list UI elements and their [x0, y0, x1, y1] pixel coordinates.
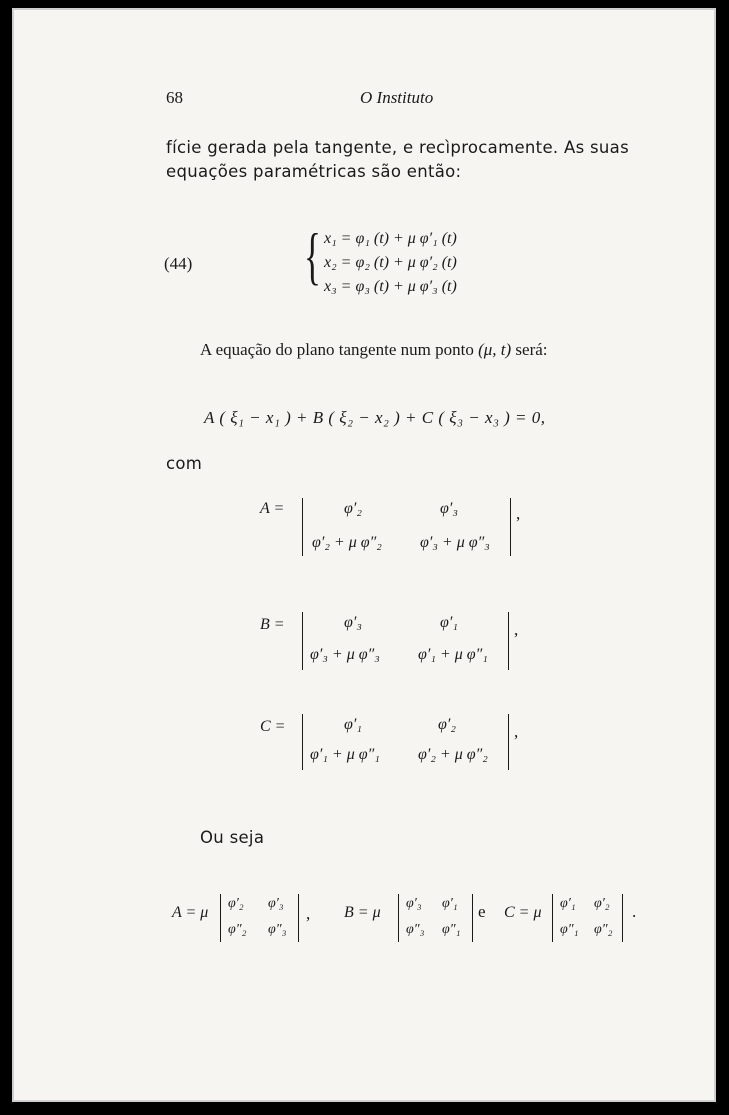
det-b-r1c1: φ′₃	[344, 614, 362, 631]
plane-sentence-b: será:	[511, 340, 548, 359]
final-b-r2c1: φ″₃	[406, 922, 425, 937]
final-a-lhs: A = μ	[172, 904, 209, 921]
det-c-comma: ,	[514, 722, 519, 741]
det-a-r2c2: φ′₃ + μ φ″₃	[420, 534, 490, 551]
intro-line-2: equações paramétricas são então:	[166, 162, 462, 181]
plane-sentence-a: A equação do plano tangente num ponto	[200, 340, 479, 359]
det-c-r1c1: φ′₁	[344, 716, 362, 733]
det-c-r1c2: φ′₂	[438, 716, 456, 733]
final-a-r2c2: φ″₃	[268, 922, 287, 937]
intro-line-1: fície gerada pela tangente, e recìprocamente. As suas	[166, 138, 629, 157]
det-a-lhs: A =	[260, 500, 285, 517]
plane-sentence	[200, 340, 548, 360]
det-c-right-bar	[508, 714, 509, 770]
det-b-right-bar	[508, 612, 509, 670]
plane-point: (μ, t)	[478, 340, 512, 359]
det-c-r2c2: φ′₂ + μ φ″₂	[418, 746, 488, 763]
com-word: com	[166, 454, 203, 473]
det-b-r2c2: φ′₁ + μ φ″₁	[418, 646, 488, 663]
final-c-r2c2: φ″₂	[594, 922, 613, 937]
det-a-r1c2: φ′₃	[440, 500, 458, 517]
final-b-left-bar	[398, 894, 399, 942]
final-c-r2c1: φ″₁	[560, 922, 579, 937]
final-a-r1c1: φ′₂	[228, 896, 244, 911]
final-c-period: .	[632, 902, 637, 921]
final-c-r1c2: φ′₂	[594, 896, 610, 911]
ou-seja: Ou seja	[200, 828, 265, 847]
det-a-r2c1: φ′₂ + μ φ″₂	[312, 534, 382, 551]
final-b-lhs: B = μ	[344, 904, 381, 921]
system-eq-2: x₂ = φ₂ (t) + μ φ′₂ (t)	[324, 254, 457, 271]
system-brace: {	[304, 220, 321, 291]
book-page	[12, 8, 716, 1102]
system-eq-3: x₃ = φ₃ (t) + μ φ′₃ (t)	[324, 278, 457, 295]
det-c-r2c1: φ′₁ + μ φ″₁	[310, 746, 380, 763]
equation-number-44: (44)	[164, 254, 193, 273]
final-c-r1c1: φ′₁	[560, 896, 576, 911]
final-a-left-bar	[220, 894, 221, 942]
det-c-left-bar	[302, 714, 303, 770]
final-c-left-bar	[552, 894, 553, 942]
system-eq-1: x₁ = φ₁ (t) + μ φ′₁ (t)	[324, 230, 457, 247]
final-c-lhs: C = μ	[504, 904, 542, 921]
final-a-r1c2: φ′₃	[268, 896, 284, 911]
final-conj-e: e	[478, 902, 486, 921]
final-c-right-bar	[622, 894, 623, 942]
plane-equation: A ( ξ₁ − x₁ ) + B ( ξ₂ − x₂ ) + C ( ξ₃ − x₃ ) = 0,	[204, 408, 546, 427]
det-b-r2c1: φ′₃ + μ φ″₃	[310, 646, 380, 663]
det-a-left-bar	[302, 498, 303, 556]
final-a-r2c1: φ″₂	[228, 922, 247, 937]
det-b-comma: ,	[514, 620, 519, 639]
det-b-r1c2: φ′₁	[440, 614, 458, 631]
det-a-right-bar	[510, 498, 511, 556]
det-c-lhs: C =	[260, 718, 286, 735]
final-a-comma: ,	[306, 904, 311, 923]
page-number: 68	[166, 88, 183, 107]
det-a-comma: ,	[516, 504, 521, 523]
det-b-lhs: B =	[260, 616, 285, 633]
final-a-right-bar	[298, 894, 299, 942]
det-b-left-bar	[302, 612, 303, 670]
final-b-r2c2: φ″₁	[442, 922, 461, 937]
final-b-right-bar	[472, 894, 473, 942]
final-b-r1c1: φ′₃	[406, 896, 422, 911]
det-a-r1c1: φ′₂	[344, 500, 362, 517]
final-b-r1c2: φ′₁	[442, 896, 458, 911]
running-title: O Instituto	[360, 88, 434, 107]
